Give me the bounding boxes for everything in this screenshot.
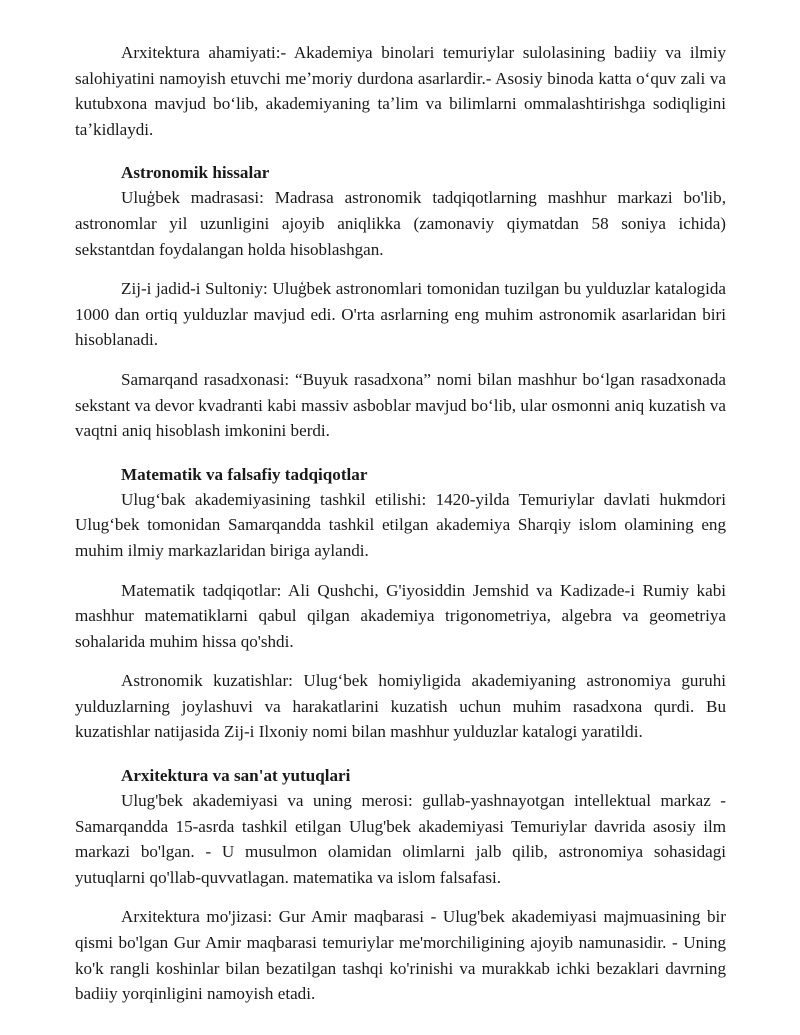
paragraph: Arxitektura mo'jizasi: Gur Amir maqbarasi - Ulug'bek akademiyasi majmuasining bir qismi bo'lgan Gur Amir maqbarasi temuriylar me'morchiligining ajoyib namunasidir. - Uning ko'k rangli koshinlar bilan bezatilgan tashqi ko'rinishi va murakkab ichki bezaklari davrning badiiy yorqinligini namoyish etadi. — [75, 907, 726, 1004]
paragraph: Uluģbek madrasasi: Madrasa astronomik tadqiqotlarning mashhur markazi bo'lib, astronomlar yil uzunligini ajoyib aniqlikka (zamonaviy qiymatdan 58 soniya ichida) sekstantdan foydalangan holda hisoblashgan. — [75, 188, 726, 259]
section-matematik-tadqiqotlar — [75, 463, 726, 745]
paragraph: Ulugʻbak akademiyasining tashkil etilishi: 1420-yilda Temuriylar davlati hukmdori Ulugʻbek tomonidan Samarqandda tashkil etilgan akademiya Sharqiy islom olamining eng muhim ilmiy markazlaridan biriga aylandi. — [75, 489, 726, 560]
paragraph: Astronomik kuzatishlar: Ulugʻbek homiyligida akademiyaning astronomiya guruhi yulduzlarning joylashuvi va harakatlarini kuzatish uchun muhim rasadxona qurdi. Bu kuzatishlar natijasida Zij-i Ilxoniy nomi bilan mashhur yulduzlar katalogi yaratildi. — [75, 671, 726, 742]
section-astronomik-hissalar — [75, 161, 726, 443]
section-heading: Arxitektura va san'at yutuqlari — [121, 766, 351, 786]
section-arxitektura-yutuqlari — [75, 764, 726, 1007]
document-page — [75, 40, 726, 1007]
paragraph: Samarqand rasadxonasi: “Buyuk rasadxona” nomi bilan mashhur boʻlgan rasadxonada sekstant va devor kvadranti kabi massiv asboblar mavjud boʻlib, ular osmonni aniq kuzatish va vaqtni aniq hisoblash imkonini berdi. — [75, 369, 726, 441]
intro-paragraph: Arxitektura ahamiyati:- Akademiya binolari temuriylar sulolasining badiiy va ilmiy salohiyatini namoyish etuvchi meʼmoriy durdona asarlardir.- Asosiy binoda katta oʻquv zali va kutubxona mavjud boʻlib, akademiyaning taʼlim va bilimlarni ommalashtirishga sodiqligini taʼkidlaydi. — [75, 43, 726, 139]
paragraph: Zij-i jadid-i Sultoniy: Uluģbek astronomlari tomonidan tuzilgan bu yulduzlar katalogida 1000 dan ortiq yulduzlar mavjud edi. O'rta asrlarning eng muhim astronomik asarlaridan biri hisoblanadi. — [75, 279, 726, 350]
section-heading: Matematik va falsafiy tadqiqotlar — [121, 464, 368, 484]
paragraph: Matematik tadqiqotlar: Ali Qushchi, G'iyosiddin Jemshid va Kadizade-i Rumiy kabi mashhur matematiklarni qabul qilgan akademiya trigonometriya, algebra va geometriya sohalarida muhim hissa qo'shdi. — [75, 580, 726, 651]
section-heading: Astronomik hissalar — [121, 163, 270, 183]
paragraph: Ulug'bek akademiyasi va uning merosi: gullab-yashnayotgan intellektual markaz - Samarqandda 15-asrda tashkil etilgan Ulug'bek akademiyasi Temuriylar davrida asosiy ilm markazi bo'lgan. - U musulmon olamidan olimlarni jalb qilib, astronomiya sohasidagi yutuqlarni qo'llab-quvvatlagan. matematika va islom falsafasi. — [75, 791, 726, 887]
